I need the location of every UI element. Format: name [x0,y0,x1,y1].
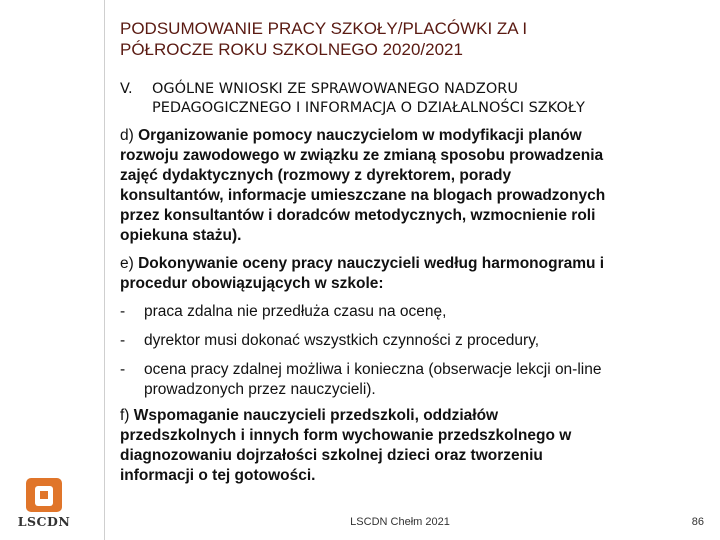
paragraph-d-line: zajęć dydaktycznych (rozmowy z dyrektorem, porady [120,167,512,184]
section-number: V. [120,81,133,97]
paragraph-f-label: f) [120,407,130,424]
bullet-text: dyrektor musi dokonać wszystkich czynności z procedury, [144,332,540,349]
paragraph-e-line: procedur obowiązujących w szkole: [120,275,384,292]
paragraph-e-line: Dokonywanie oceny pracy nauczycieli według harmonogramu i [138,255,605,272]
bullet-dash: - [120,332,126,349]
paragraph-f-line: przedszkolnych i innych form wychowanie przedszkolnego w [120,427,572,444]
logo-text: LSCDN [17,514,71,529]
bullet-text-continuation: prowadzonych przez nauczycieli). [144,381,376,398]
paragraph-d-label: d) [120,127,134,144]
paragraph-f-line: Wspomaganie nauczycieli przedszkoli, oddziałów [133,407,499,424]
paragraph-f-line: diagnozowaniu dojrzałości szkolnej dzieci oraz tworzeniu [120,447,543,464]
paragraph-d-line: Organizowanie pomocy nauczycielom w modyfikacji planów [138,127,582,144]
paragraph-d-line: rozwoju zawodowego w związku ze zmianą sposobu prowadzenia [120,147,604,164]
bullet-dash: - [120,303,126,320]
paragraph-d-line: opiekuna stażu). [120,227,242,244]
footer-text: LSCDN Chełm 2021 [350,516,450,528]
bullet-dash: - [120,361,126,378]
paragraph-f [120,406,690,486]
section-heading-line-1: OGÓLNE WNIOSKI ZE SPRAWOWANEGO NADZORU [152,81,518,97]
paragraph-d-line: przez konsultantów i doradców metodycznych, wzmocnienie roli [120,207,596,224]
bullet-text: ocena pracy zdalnej możliwa i konieczna (obserwacje lekcji on-line [144,361,602,378]
bullet-text: praca zdalna nie przedłuża czasu na ocenę, [144,303,447,320]
paragraph-d [120,126,690,246]
content-body [120,126,690,486]
section-heading [120,80,710,118]
bullet-list [120,302,690,400]
page-title [120,18,700,60]
paragraph-d-line: konsultantów, informacje umieszczane na blogach prowadzonych [120,187,606,204]
paragraph-e [120,254,690,294]
section-heading-line-2: PEDAGOGICZNEGO I INFORMACJA O DZIAŁALNOŚCI SZKOŁY [152,100,585,116]
list-item [120,360,690,400]
title-line-1: PODSUMOWANIE PRACY SZKOŁY/PLACÓWKI ZA I [120,19,528,38]
paragraph-e-label: e) [120,255,134,272]
left-divider [104,0,105,540]
title-line-2: PÓŁROCZE ROKU SZKOLNEGO 2020/2021 [120,40,463,59]
paragraph-f-line: informacji o tej gotowości. [120,467,316,484]
page-number: 86 [691,516,704,528]
list-item [120,331,690,351]
list-item [120,302,690,322]
